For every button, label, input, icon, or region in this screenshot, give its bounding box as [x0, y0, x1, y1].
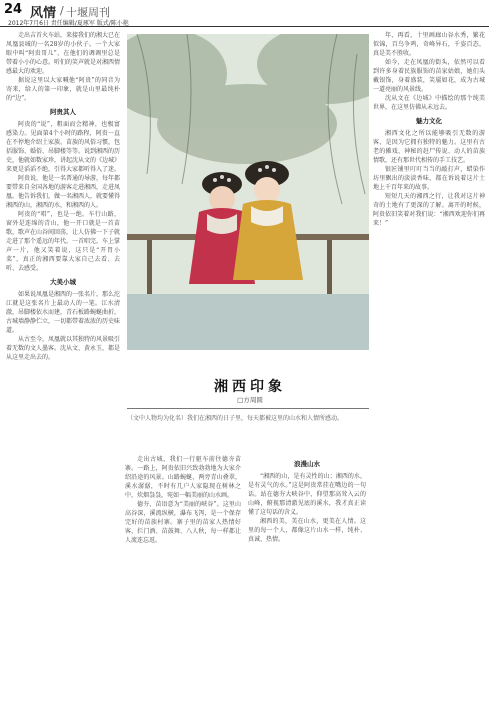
section-name: 十堰周刊 [66, 6, 110, 19]
column-name: 风情 [30, 6, 57, 21]
right-column [373, 31, 485, 697]
paragraph: 湘西文化之所以能够吸引无数的游客，是因为它拥有独特的魅力。这里有古老的傩戏、神秘的赶尸传说、动人的苗族情歌，还有那世代相传的手工技艺。 [373, 130, 485, 164]
dateline: 2012年7月6日 责任编辑/夏琢军 版式/陈小艳 [8, 20, 129, 27]
paragraph: 走出吉首火车站，来接我们的湘大已在凤凰县城的一名28岁的小伙子。一个大家眼中叫“阿贵哥儿”，在他们的调调里总是带着小小的心意。听们的笑声就是对湘西情感最大的欢迎。 [6, 32, 120, 75]
paragraph: 银匠铺里叮叮当当的敲打声，蜡染作坊里飘出的淡淡香味，都在诉说着这片土地上千百年来的故事。 [373, 166, 485, 191]
paragraph: 年，再看，十里画廊山谷水秀，繁花似锦，百鸟争鸣，奇峰异石，千姿百态，真是美不胜收。 [373, 32, 485, 57]
intro-note: （文中人物均为化名）我们在湘西的日子里，每天都被这里的山水和人情所感动。 [127, 415, 344, 422]
masthead [4, 2, 485, 27]
caption-rule [127, 408, 369, 409]
subhead-culture: 魅力文化 [416, 117, 442, 125]
paragraph: 短短几天的湘西之行，让我对这片神奇的土地有了更深的了解。离开的时候，阿贵依旧笑着对我们说：“湘西欢迎你们再来！” [373, 193, 485, 227]
bottom-left-column [125, 455, 241, 697]
author-byline: □方周圆 [237, 396, 263, 404]
paragraph: 阿贵的“说”，粗面而会精神，也极富感染力。见面第4个小时的路程，阿贵一直在不停地介绍土家族、苗族的风俗习惯，包括服饰、婚俗、吊脚楼等等。说到湘西的历史，他就如数家珍，讲起沈从文的《边城》来更是滔滔不绝，引得大家都听得入了迷。 [6, 121, 120, 173]
page-number: 24 [4, 2, 23, 17]
article-title: 湘西印象 [214, 379, 286, 395]
paragraph: 从古至今，凤凰就以其独特的风景吸引着无数的文人墨客。沈从文、黄永玉，都是从这里走出去的。 [6, 336, 120, 361]
paragraph: 阿贵说，他是一名普通的导游，每年都要带来自全国各地的游客走进湘西，走进凤凰。他告诉我们，做一名湘西人，就要懂得湘西的山，湘西的水，和湘西的人。 [6, 175, 120, 209]
paragraph: 如今，走在凤凰的街头，依然可以看到许多身着民族服饰的苗家姑娘，她们头戴银饰，身着盛装，笑靥如花，成为古城一道亮丽的风景线。 [373, 59, 485, 93]
bottom-right-column [248, 455, 366, 697]
paragraph: “湘西的山，是有灵性的山；湘西的水，是有灵气的水。”这是阿贵常挂在嘴边的一句话。站在德夯大峡谷中，仰望那高耸入云的山峰，俯视那清澈见底的溪水，我才真正读懂了这句话的含义。 [248, 473, 366, 516]
subhead-small-town: 大美小城 [50, 278, 76, 286]
paragraph: 据说这里以大家喊他“阿贵”的同音为寄来，给人的第一印象，就是山里最纯朴的“边”。 [6, 77, 120, 102]
photo-two-girls-in-traditional-dress [127, 34, 369, 350]
header-rule [0, 26, 489, 27]
left-column [6, 31, 120, 697]
paragraph: 湘西的美，美在山水，更美在人情。这里的每一个人，都像这片山水一样，纯朴、真诚、热情。 [248, 518, 366, 543]
paragraph: 沈从文在《边城》中描绘的那个纯美世界，在这里仿佛从未远去。 [373, 95, 485, 111]
subhead-agui: 阿贵其人 [50, 108, 76, 116]
masthead-separator: / [60, 4, 64, 17]
paragraph: 德夯，苗语意为“美丽的峡谷”。这里山高谷深，溪流纵横，瀑布飞泻，是一个保存完好的苗族村寨。寨子里的苗家人热情好客，拦门酒、苗鼓舞、八人秋，每一样都让人流连忘返。 [125, 501, 241, 544]
paragraph: 走出古城，我们一行驱车前往德夯苗寨。一路上，阿贵依旧兴致勃勃地为大家介绍沿途的风景。山路蜿蜒，两旁青山叠翠，溪水潺潺，不时有几户人家隐现在树林之中，炊烟袅袅，宛如一幅美丽的山水画。 [125, 456, 241, 499]
subhead-romantic-landscape: 浪漫山水 [294, 460, 320, 468]
paragraph: 如果说凤凰是湘西的一张名片，那么沱江就是这张名片上最动人的一笔。江水清澈，吊脚楼依水而建，青石板路蜿蜒曲折，古城墙静静伫立，一切都带着浓浓的历史味道。 [6, 291, 120, 334]
paragraph: 阿贵的“唱”，也是一绝。车行山路，窗外是连绵的青山，他一开口就是一首苗歌，歌声在山谷间回荡，让人仿佛一下子就走进了那个遥远的年代。一首唱完，车上掌声一片，他又笑着说，这只是“开胃小菜”，真正的湘西要靠大家自己去看、去听、去感受。 [6, 211, 120, 272]
feature-photo [127, 34, 369, 350]
